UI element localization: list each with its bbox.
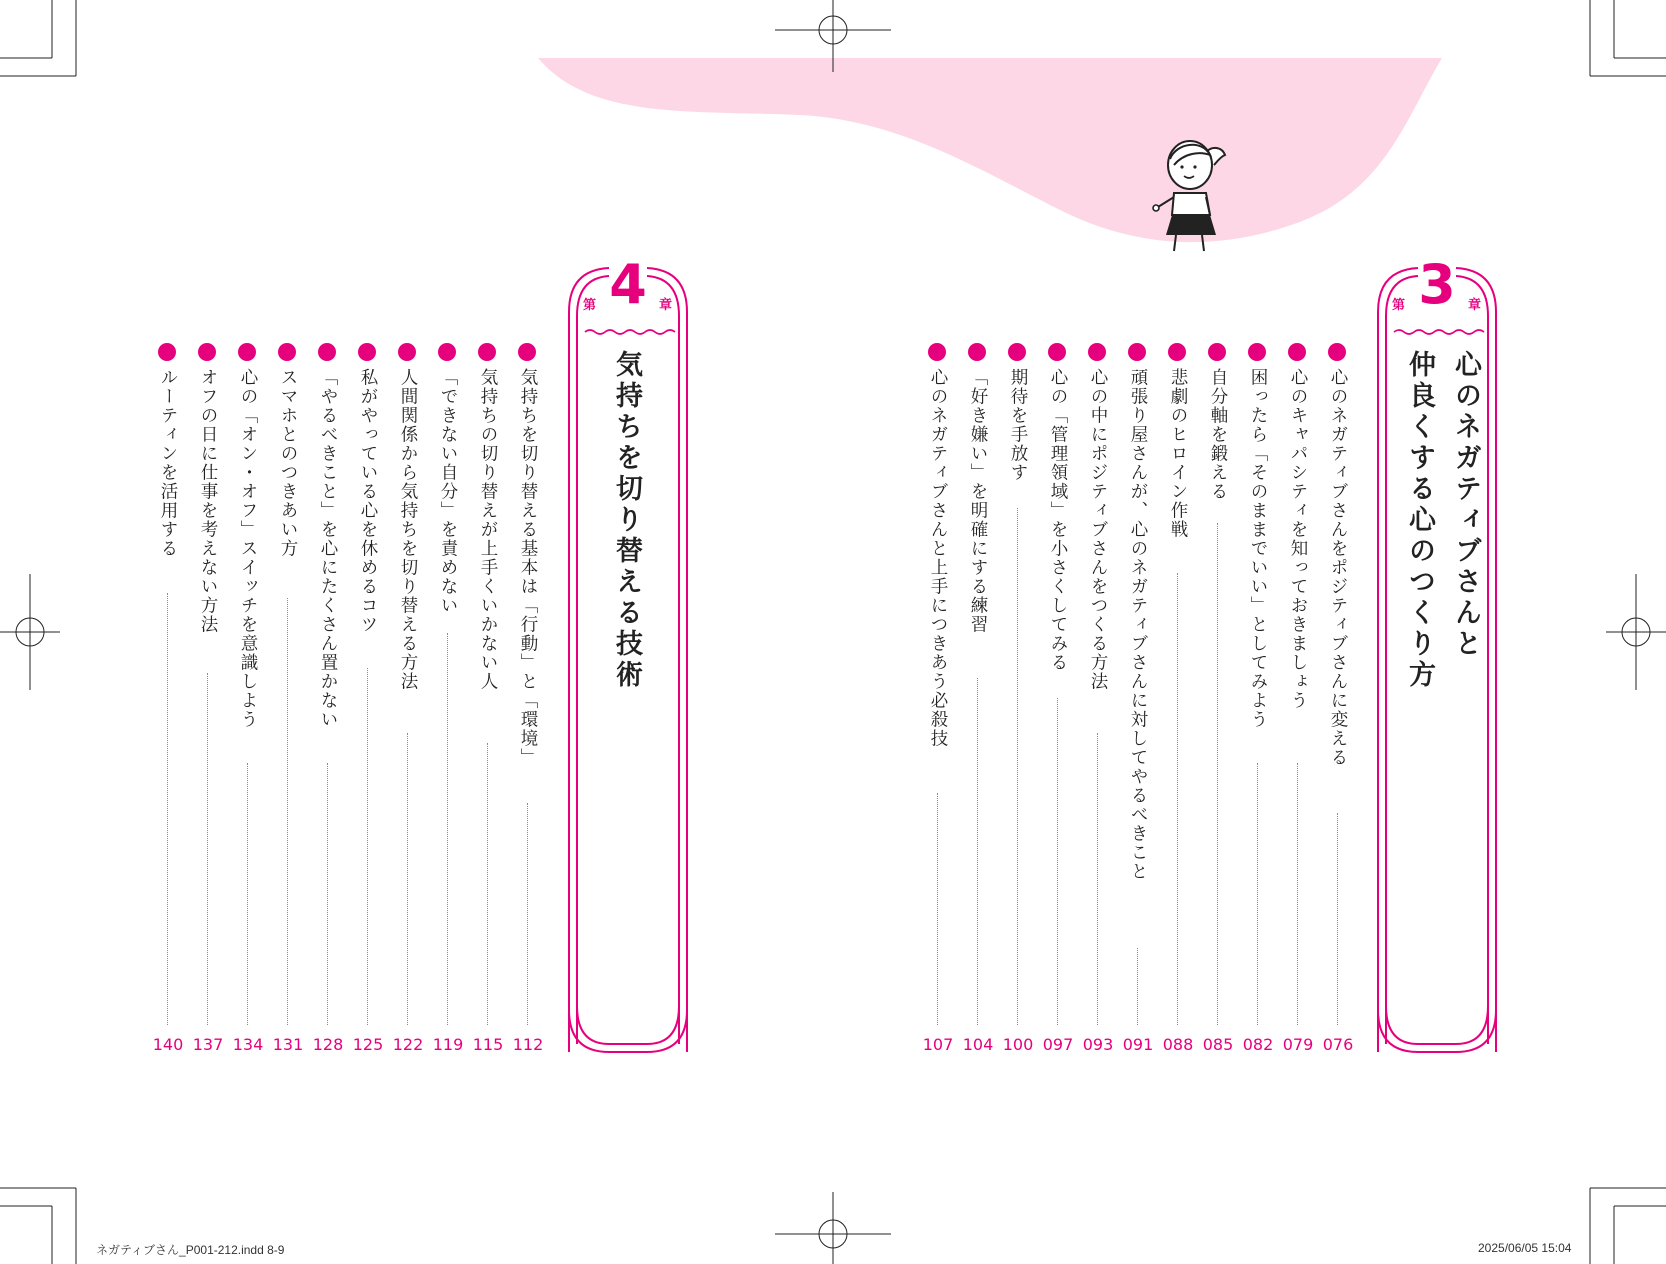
chapter-3-title-line-1: 心のネガティブさんと bbox=[1450, 350, 1481, 660]
entry-page-number: 115 bbox=[472, 1035, 504, 1054]
entry-title: 人間関係から気持ちを切り替える方法 bbox=[398, 368, 418, 691]
chapter-4-shou: 章 bbox=[659, 298, 673, 313]
entry-page-number: 093 bbox=[1082, 1035, 1114, 1054]
entry-title: 心の「オン・オフ」スイッチを意識しよう bbox=[238, 368, 258, 729]
entry-page-number: 140 bbox=[152, 1035, 184, 1054]
entry-page-number: 088 bbox=[1162, 1035, 1194, 1054]
chapter-4-dai: 第 bbox=[583, 298, 597, 313]
entry-title: 悲劇のヒロイン作戦 bbox=[1168, 368, 1188, 539]
entry-title: 心のキャパシティを知っておきましょう bbox=[1288, 368, 1308, 710]
entry-page-number: 097 bbox=[1042, 1035, 1074, 1054]
entry-page-number: 100 bbox=[1002, 1035, 1034, 1054]
entry-title: 心のネガティブさんをポジティブさんに変える bbox=[1328, 368, 1348, 767]
entry-page-number: 085 bbox=[1202, 1035, 1234, 1054]
entry-title: 困ったら「そのままでいい」としてみよう bbox=[1248, 368, 1268, 729]
entry-title: 私がやっている心を休めるコツ bbox=[358, 368, 378, 634]
entry-page-number: 131 bbox=[272, 1035, 304, 1054]
chapter-3-dai: 第 bbox=[1392, 298, 1406, 313]
entry-title: 頑張り屋さんが、心のネガティブさんに対してやるべきこと bbox=[1128, 368, 1148, 881]
chapter-4-number: 4 bbox=[609, 253, 647, 316]
entry-title: 心の「管理領域」を小さくしてみる bbox=[1048, 368, 1068, 672]
footer-file-label: ネガティブさん_P001-212.indd 8-9 bbox=[96, 1243, 285, 1257]
entry-title: ルーティンを活用する bbox=[158, 368, 178, 558]
chapter-3-number: 3 bbox=[1418, 253, 1456, 316]
entry-page-number: 112 bbox=[512, 1035, 544, 1054]
chapter-3-shou: 章 bbox=[1468, 298, 1482, 313]
entry-title: 自分軸を鍛える bbox=[1208, 368, 1228, 501]
entry-page-number: 079 bbox=[1282, 1035, 1314, 1054]
entry-page-number: 122 bbox=[392, 1035, 424, 1054]
entry-title: オフの日に仕事を考えない方法 bbox=[198, 368, 218, 634]
entry-page-number: 091 bbox=[1122, 1035, 1154, 1054]
entry-page-number: 107 bbox=[922, 1035, 954, 1054]
entry-title: 心の中にポジティブさんをつくる方法 bbox=[1088, 368, 1108, 691]
entry-title: 気持ちを切り替える基本は「行動」と「環境」 bbox=[518, 368, 538, 767]
entry-title: 期待を手放す bbox=[1008, 368, 1028, 482]
entry-title: 「できない自分」を責めない bbox=[438, 368, 458, 615]
entry-title: 「好き嫌い」を明確にする練習 bbox=[968, 368, 988, 634]
entry-page-number: 137 bbox=[192, 1035, 224, 1054]
footer-timestamp: 2025/06/05 15:04 bbox=[1478, 1241, 1572, 1255]
entry-page-number: 125 bbox=[352, 1035, 384, 1054]
entry-page-number: 134 bbox=[232, 1035, 264, 1054]
entry-page-number: 082 bbox=[1242, 1035, 1274, 1054]
entry-title: 心のネガティブさんと上手につきあう必殺技 bbox=[928, 368, 948, 748]
entry-page-number: 119 bbox=[432, 1035, 464, 1054]
entry-title: 気持ちの切り替えが上手くいかない人 bbox=[478, 368, 498, 691]
chapter-4-title: 気持ちを切り替える技術 bbox=[611, 350, 642, 691]
entry-page-number: 104 bbox=[962, 1035, 994, 1054]
entry-title: 「やるべきこと」を心にたくさん置かない bbox=[318, 368, 338, 729]
entry-title: スマホとのつきあい方 bbox=[278, 368, 298, 558]
entry-page-number: 128 bbox=[312, 1035, 344, 1054]
entry-page-number: 076 bbox=[1322, 1035, 1354, 1054]
chapter-3-title-line-2: 仲良くする心のつくり方 bbox=[1404, 350, 1435, 691]
